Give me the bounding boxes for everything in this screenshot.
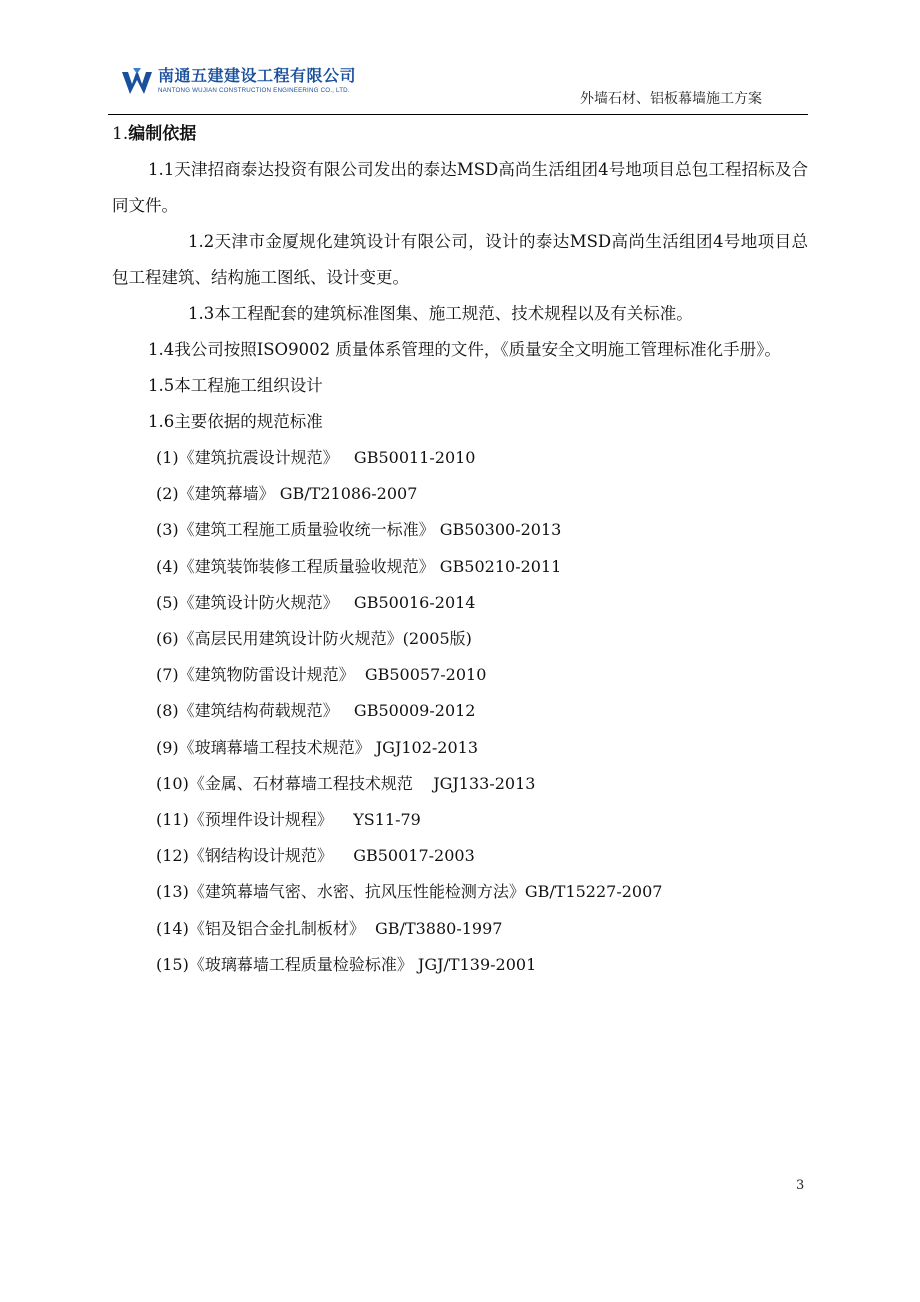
company-name-block xyxy=(158,66,356,95)
company-name-en: NANTONG WUJIAN CONSTRUCTION ENGINEERING CO., LTD. xyxy=(158,87,350,94)
standard-item: (10)《金属、石材幕墙工程技术规范 JGJ133-2013 xyxy=(156,773,536,793)
company-logo-icon xyxy=(120,66,154,96)
standard-item: (11)《预埋件设计规程》 YS11-79 xyxy=(156,810,421,830)
document-title: 外墙石材、铝板幕墙施工方案 xyxy=(580,91,762,107)
document-body xyxy=(112,116,808,983)
header-divider xyxy=(108,114,808,115)
standard-item: (2)《建筑幕墙》 GB/T21086-2007 xyxy=(156,484,418,504)
section-heading xyxy=(112,116,808,152)
paragraph-1-3: 1.3本工程配套的建筑标准图集、施工规范、技术规程以及有关标准。 xyxy=(188,304,693,323)
standard-item: (4)《建筑装饰装修工程质量验收规范》 GB50210-2011 xyxy=(156,556,562,576)
paragraph-1-6: 1.6主要依据的规范标准 xyxy=(148,412,323,431)
standard-item: (14)《铝及铝合金扎制板材》 GB/T3880-1997 xyxy=(156,918,503,938)
paragraph-1-2: 1.2天津市金厦规化建筑设计有限公司，设计的泰达MSD高尚生活组团4号地项目总包工程建筑、结构施工图纸、设计变更。 xyxy=(112,232,808,287)
page-header xyxy=(108,62,808,114)
company-name-cn: 南通五建建设工程有限公司 xyxy=(158,66,357,85)
paragraph-1-5: 1.5本工程施工组织设计 xyxy=(148,376,323,395)
standard-item: (9)《玻璃幕墙工程技术规范》 JGJ102-2013 xyxy=(156,737,479,757)
standards-list xyxy=(112,440,808,983)
standard-item: (8)《建筑结构荷载规范》 GB50009-2012 xyxy=(156,701,476,721)
paragraph-1-1: 1.1天津招商泰达投资有限公司发出的泰达MSD高尚生活组团4号地项目总包工程招标及合同文件。 xyxy=(112,160,808,215)
paragraph-1-4: 1.4我公司按照ISO9002 质量体系管理的文件，《质量安全文明施工管理标准化手册》。 xyxy=(148,340,781,359)
standard-item: (15)《玻璃幕墙工程质量检验标准》 JGJ/T139-2001 xyxy=(156,954,537,974)
page-number: 3 xyxy=(796,1178,805,1193)
standard-item: (1)《建筑抗震设计规范》 GB50011-2010 xyxy=(156,448,476,467)
standard-item: (3)《建筑工程施工质量验收统一标准》 GB50300-2013 xyxy=(156,520,562,540)
standard-item: (5)《建筑设计防火规范》 GB50016-2014 xyxy=(156,592,476,612)
section-number: 1. xyxy=(112,124,129,144)
standard-item: (12)《钢结构设计规范》 GB50017-2003 xyxy=(156,846,475,866)
standard-item: (13)《建筑幕墙气密、水密、抗风压性能检测方法》GB/T15227-2007 xyxy=(156,882,663,902)
company-logo xyxy=(120,66,356,106)
section-title: 编制依据 xyxy=(128,124,197,144)
standard-item: (6)《高层民用建筑设计防火规范》(2005版) xyxy=(156,629,472,649)
standard-item: (7)《建筑物防雷设计规范》 GB50057-2010 xyxy=(156,665,487,685)
